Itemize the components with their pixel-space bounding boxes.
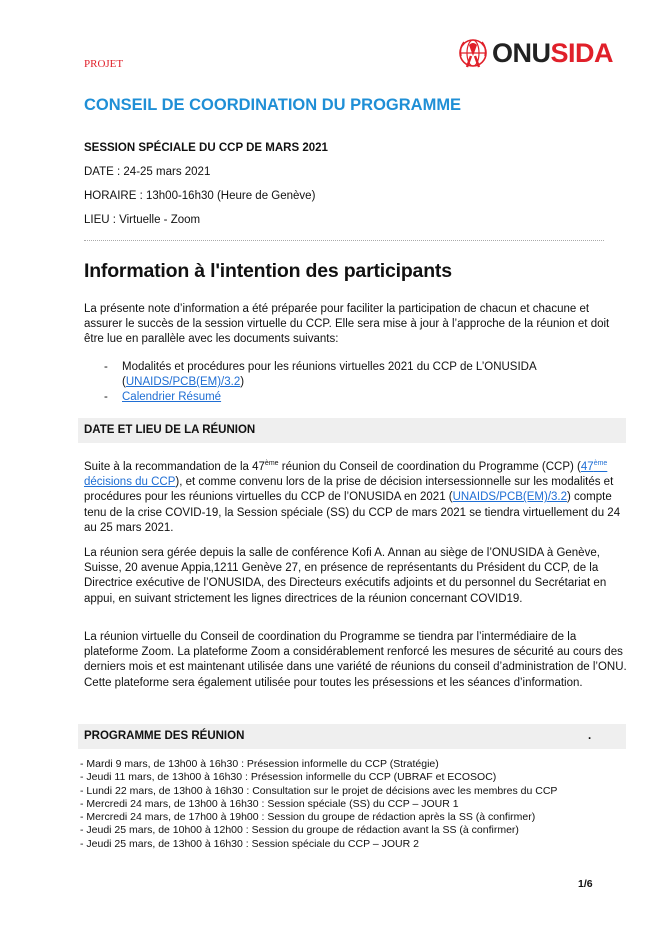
schedule-item: - Jeudi 11 mars, de 13h00 à 16h30 : Présession informelle du CCP (UBRAF et ECOSOC): [80, 771, 497, 784]
schedule-list: [80, 758, 640, 851]
session-horaire: HORAIRE : 13h00-16h30 (Heure de Genève): [84, 190, 316, 202]
logo-text-suffix: SIDA: [550, 37, 614, 68]
page-heading: Information à l'intention des participants: [84, 260, 452, 282]
page-number: 1/6: [578, 878, 593, 890]
link-text: décisions du CCP: [84, 476, 176, 489]
documents-list: [104, 360, 624, 406]
document-title-text: Modalités et procédures pour les réunions virtuelles 2021 du CCP de L’ONUSIDA: [122, 361, 537, 373]
text-run: réunion du Conseil de coordination du Programme (CCP) (: [278, 461, 581, 473]
section-trailing-dot: .: [588, 730, 592, 742]
link-text: 47: [580, 461, 594, 473]
schedule-item: - Mardi 9 mars, de 13h00 à 16h30 : Présession informelle du CCP (Stratégie): [80, 758, 439, 770]
unaids-ribbon-emblem-icon: [456, 36, 490, 70]
schedule-item: - Mercredi 24 mars, de 13h00 à 16h30 : Session spéciale (SS) du CCP – JOUR 1: [80, 797, 459, 810]
section-title: PROGRAMME DES RÉUNION: [84, 730, 245, 742]
section-title: DATE ET LIEU DE LA RÉUNION: [84, 424, 256, 436]
dotted-divider: [84, 240, 604, 241]
schedule-item: - Lundi 22 mars, de 13h00 à 16h30 : Consultation sur le projet de décisions avec les membres du CCP: [80, 784, 558, 797]
list-dash: -: [104, 391, 108, 404]
logo-text-prefix: ONU: [492, 37, 551, 68]
list-item: [104, 390, 624, 405]
intro-paragraph: La présente note d’information a été préparée pour faciliter la participation de chacun et chacune et assurer le succès de la session virtuelle du CCP. Elle sera mise à jour à l’approche de la réunion et doit être lue en parallèle avec les documents suivants:: [84, 303, 610, 346]
session-name: SESSION SPÉCIALE DU CCP DE MARS 2021: [84, 142, 328, 154]
section-header-programme: [78, 724, 626, 749]
list-dash: -: [104, 361, 108, 373]
session-date: DATE : 24-25 mars 2021: [84, 166, 211, 178]
document-link-pcb[interactable]: UNAIDS/PCB(EM)/3.2: [125, 376, 241, 389]
schedule-item: - Mercredi 24 mars, de 17h00 à 19h00 : Session du groupe de rédaction après la SS (à confirmer): [80, 811, 536, 824]
text-run: ) compte tenu de la crise COVID-19, la Session spéciale (SS) du CCP de mars 2021 se tiendra virtuellement du 24 au 25 mars 2021.: [84, 491, 621, 534]
onusida-logo: [456, 36, 613, 70]
text-run: ), et comme convenu lors de la prise de décision intersessionnelle sur les modalités et procédures pour les réunions virtuelles du CCP de l’ONUSIDA en 2021 (: [84, 476, 614, 504]
pcb-document-link[interactable]: UNAIDS/PCB(EM)/3.2: [452, 491, 568, 504]
schedule-item: - Jeudi 25 mars, de 13h00 à 16h30 : Session spéciale du CCP – JOUR 2: [80, 837, 419, 850]
superscript: ème: [593, 460, 608, 468]
schedule-item: - Jeudi 25 mars, de 10h00 à 12h00 : Session du groupe de rédaction avant la SS (à confirmer): [80, 824, 519, 837]
list-item: [104, 360, 624, 390]
draft-label: PROJET: [84, 58, 124, 70]
superscript: ème: [264, 460, 279, 468]
section-header-date-lieu: [78, 418, 626, 443]
list-item-text: Modalités et procédures pour les réunions virtuelles 2021 du CCP de L’ONUSIDA (UNAIDS/PCB(EM)/3.2): [122, 361, 537, 389]
text-run: Suite à la recommandation de la 47: [84, 461, 265, 473]
paragraph-recommendation: [84, 460, 629, 536]
calendar-summary-link[interactable]: Calendrier Résumé: [122, 391, 222, 404]
logo-wordmark: [492, 37, 614, 68]
paragraph-venue: La réunion sera gérée depuis la salle de conférence Kofi A. Annan au siège de l’ONUSIDA à Genève, Suisse, 20 avenue Appia,1211 Genève 27, en présence de représentants du Président du CCP, de la Directrice exécutive de l’ONUSIDA, des Directeurs exécutifs adjoints et du personnel du Secrétariat en appui, en suivant strictement les lignes directrices de la réunion concernant COVID19.: [84, 547, 607, 605]
session-lieu: LIEU : Virtuelle - Zoom: [84, 214, 201, 226]
paragraph-zoom: La réunion virtuelle du Conseil de coordination du Programme se tiendra par l’intermédiaire de la plateforme Zoom. La plateforme Zoom a considérablement renforcé les mesures de sécurité au cours des derniers mois et est maintenant utilisée dans une variété de réunions du conseil d’administration de l’ONU. Cette plateforme sera également utilisée pour toutes les présessions et les séances d’information.: [84, 631, 627, 689]
document-title: CONSEIL DE COORDINATION DU PROGRAMME: [84, 96, 462, 114]
